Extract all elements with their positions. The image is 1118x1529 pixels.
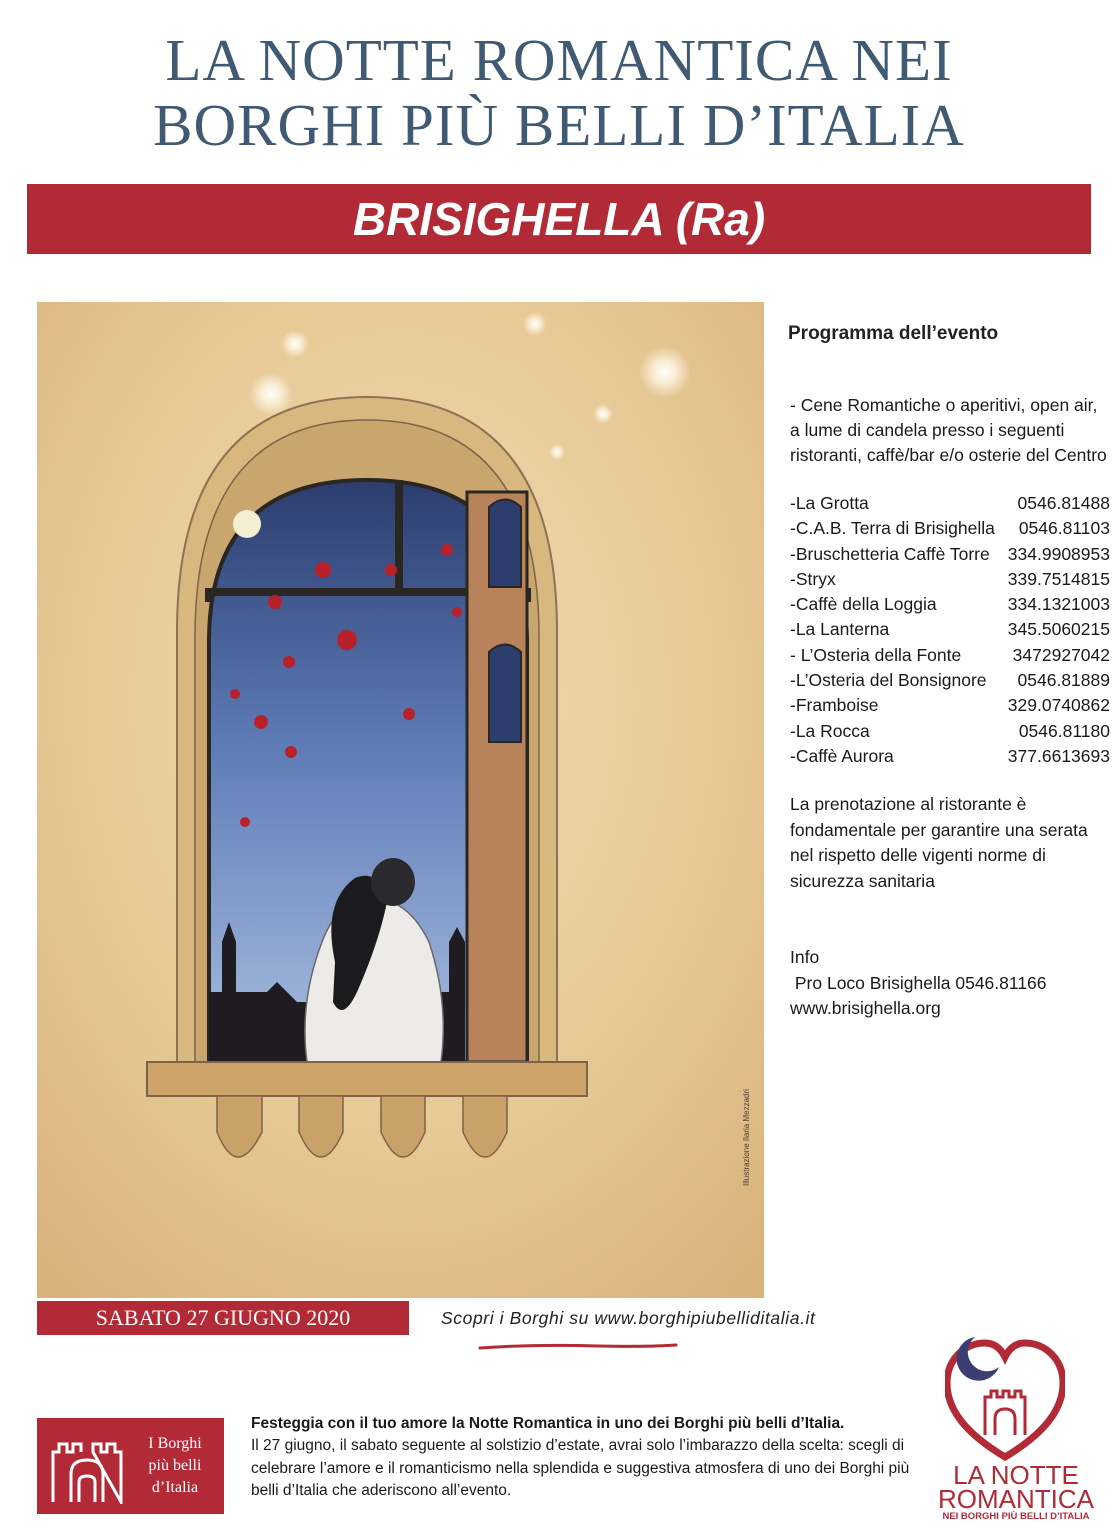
borghi-website-link[interactable]: Scopri i Borghi su www.borghipiubelliditalia.it xyxy=(441,1308,816,1328)
illustration-credit: Illustrazione Ilaria Mezzadri xyxy=(742,1089,751,1186)
restaurant-name: -La Lanterna xyxy=(790,619,890,640)
notte-logo-line-3: NEI BORGHI PIÙ BELLI D’ITALIA xyxy=(942,1511,1090,1522)
event-date-bar xyxy=(37,1301,409,1335)
restaurant-phone: 0546.81488 xyxy=(1017,493,1110,513)
red-brush-underline xyxy=(478,1342,678,1352)
couple-window-illustration xyxy=(37,302,764,1298)
castle-icon xyxy=(47,1432,127,1504)
info-block xyxy=(790,945,1110,1022)
sparkle xyxy=(249,372,293,416)
restaurant-name: -C.A.B. Terra di Brisighella xyxy=(790,518,995,539)
list-item xyxy=(790,617,1110,642)
restaurant-phone: 339.7514815 xyxy=(1007,568,1110,589)
sparkle xyxy=(281,330,309,358)
restaurant-phone: 0546.81103 xyxy=(1018,518,1110,539)
notte-logo-line-1: LA NOTTE xyxy=(953,1460,1079,1490)
list-item xyxy=(790,744,1110,769)
window-sill xyxy=(147,1062,587,1096)
restaurant-phone: 334.9908953 xyxy=(1007,543,1110,564)
moon xyxy=(233,510,261,538)
restaurant-name: -Caffè Aurora xyxy=(790,745,894,766)
location-name: BRISIGHELLA (Ra) xyxy=(352,193,766,245)
event-description-body: Il 27 giugno, il sabato seguente al solstizio d’estate, avrai solo l’imbarazzo della scelta: scegli di celebrare l’amore e il romanticismo nella splendida e suggestiva atmosfera di uno dei Borghi più belli d’Italia che aderiscono all’evento. xyxy=(251,1437,910,1499)
info-contact: Pro Loco Brisighella 0546.81166 xyxy=(790,972,1047,993)
list-item xyxy=(790,567,1110,592)
logo-text-line: I Borghi xyxy=(148,1435,202,1452)
list-item xyxy=(790,592,1110,617)
borghi-logo-text xyxy=(135,1433,215,1499)
list-item xyxy=(790,542,1110,567)
restaurant-name: -L’Osteria del Bonsignore xyxy=(790,670,987,691)
sparkle xyxy=(549,444,565,460)
restaurant-name: - L’Osteria della Fonte xyxy=(790,644,962,665)
restaurant-name: -Caffè della Loggia xyxy=(790,594,937,615)
program-title: Programma dell’evento xyxy=(788,323,999,344)
booking-note: La prenotazione al ristorante è fondamentale per garantire una serata nel rispetto delle vigenti norme di sicurezza sanitaria xyxy=(790,794,1088,891)
list-item xyxy=(790,643,1110,668)
location-banner xyxy=(27,184,1091,254)
page-title-line-1: LA NOTTE ROMANTICA NEI xyxy=(165,27,953,93)
restaurant-phone: 329.0740862 xyxy=(1007,695,1110,716)
program-intro: - Cene Romantiche o aperitivi, open air, a lume di candela presso i seguenti ristoranti, caffè/bar e/o osterie del Centro xyxy=(790,395,1107,465)
restaurant-phone: 345.5060215 xyxy=(1007,619,1110,640)
page-title-line-2: BORGHI PIÙ BELLI D’ITALIA xyxy=(153,92,965,158)
sparkle xyxy=(639,346,691,398)
sparkle xyxy=(523,312,547,336)
list-item xyxy=(790,693,1110,718)
list-item xyxy=(790,668,1110,693)
restaurant-phone: 3472927042 xyxy=(1012,644,1110,665)
notte-logo-line-2: ROMANTICA xyxy=(938,1484,1094,1514)
restaurant-phone: 377.6613693 xyxy=(1007,745,1110,766)
event-description xyxy=(251,1413,911,1502)
info-website-link[interactable]: www.brisighella.org xyxy=(790,998,941,1018)
list-item xyxy=(790,516,1110,541)
restaurant-name: -Framboise xyxy=(790,695,879,716)
restaurant-list xyxy=(790,491,1110,769)
restaurant-name: -La Rocca xyxy=(790,720,870,741)
restaurant-name: -Stryx xyxy=(790,568,836,589)
restaurant-phone: 0546.81180 xyxy=(1018,720,1110,741)
info-label: Info xyxy=(790,947,820,967)
event-description-headline: Festeggia con il tuo amore la Notte Romantica in uno dei Borghi più belli d’Italia. xyxy=(251,1415,845,1432)
restaurant-phone: 0546.81889 xyxy=(1017,670,1110,691)
logo-text-line: più belli xyxy=(148,1457,202,1474)
list-item xyxy=(790,719,1110,744)
list-item xyxy=(790,491,1110,516)
restaurant-name: -Bruschetteria Caffè Torre xyxy=(790,543,990,564)
restaurant-phone: 334.1321003 xyxy=(1007,594,1110,615)
illustration-artwork xyxy=(37,302,764,1298)
restaurant-name: -La Grotta xyxy=(790,493,869,513)
logo-text-line: d’Italia xyxy=(151,1479,199,1496)
event-date: SABATO 27 GIUGNO 2020 xyxy=(95,1305,351,1330)
borghi-logo xyxy=(37,1418,224,1514)
sparkle xyxy=(593,404,613,424)
